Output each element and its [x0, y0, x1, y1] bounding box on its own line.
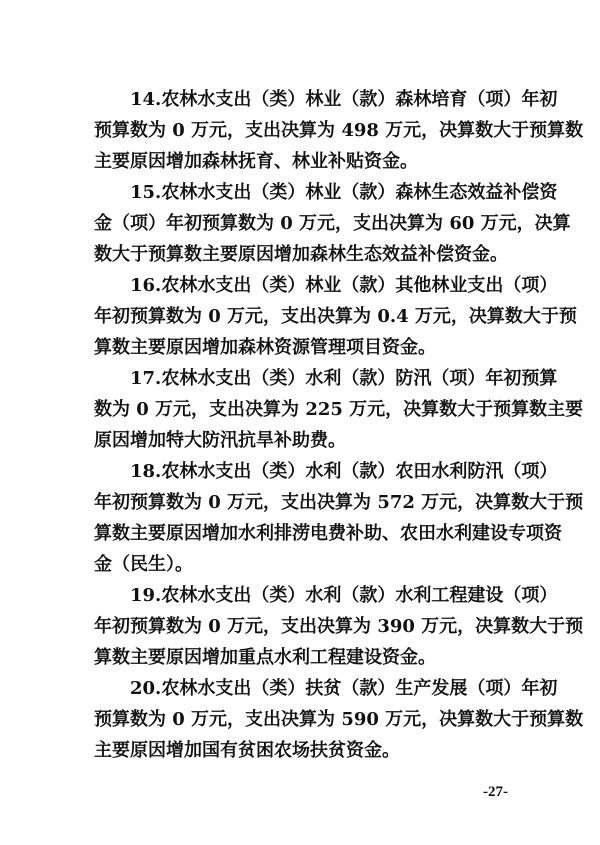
text-line: 算数主要原因增加重点水利工程建设资金。 — [94, 647, 436, 668]
paragraph — [94, 84, 584, 177]
text-line: 金（民生）。 — [94, 554, 193, 575]
text-line: 算数主要原因增加森林资源管理项目资金。 — [94, 337, 436, 358]
text-line: 年初预算数为 0 万元，支出决算为 0.4 万元，决算数大于预 — [94, 306, 577, 327]
paragraph — [94, 270, 577, 363]
text-line: 14.农林水支出（类）林业（款）森林培育（项）年初 — [130, 89, 558, 110]
paragraph — [94, 363, 584, 456]
text-line: 16.农林水支出（类）林业（款）其他林业支出（项） — [130, 275, 558, 296]
text-line: 20.农林水支出（类）扶贫（款）生产发展（项）年初 — [130, 678, 558, 699]
text-line: 年初预算数为 0 万元，支出决算为 572 万元，决算数大于预 — [94, 492, 584, 513]
text-line: 18.农林水支出（类）水利（款）农田水利防汛（项） — [130, 461, 558, 482]
text-line: 金（项）年初预算数为 0 万元，支出决算为 60 万元，决算 — [94, 213, 571, 234]
text-line: 数大于预算数主要原因增加森林生态效益补偿资金。 — [94, 244, 508, 265]
paragraph — [94, 456, 584, 580]
text-line: 原因增加特大防汛抗旱补助费。 — [94, 430, 346, 451]
text-line: 年初预算数为 0 万元，支出决算为 390 万元，决算数大于预 — [94, 616, 584, 637]
text-line: 预算数为 0 万元，支出决算为 498 万元，决算数大于预算数 — [94, 120, 584, 141]
document-body — [94, 84, 584, 766]
text-line: 算数主要原因增加水利排涝电费补助、农田水利建设专项资 — [94, 523, 562, 544]
text-line: 数为 0 万元，支出决算为 225 万元，决算数大于预算数主要 — [94, 399, 584, 420]
text-line: 预算数为 0 万元，支出决算为 590 万元，决算数大于预算数 — [94, 709, 584, 730]
page-number: -27- — [483, 784, 508, 800]
paragraph — [94, 580, 584, 673]
text-line: 主要原因增加国有贫困农场扶贫资金。 — [94, 740, 400, 761]
text-line: 17.农林水支出（类）水利（款）防汛（项）年初预算 — [130, 368, 558, 389]
paragraph — [94, 177, 571, 270]
text-line: 19.农林水支出（类）水利（款）水利工程建设（项） — [130, 585, 558, 606]
text-line: 主要原因增加森林抚育、林业补贴资金。 — [94, 151, 418, 172]
paragraph — [94, 673, 584, 766]
text-line: 15.农林水支出（类）林业（款）森林生态效益补偿资 — [130, 182, 558, 203]
